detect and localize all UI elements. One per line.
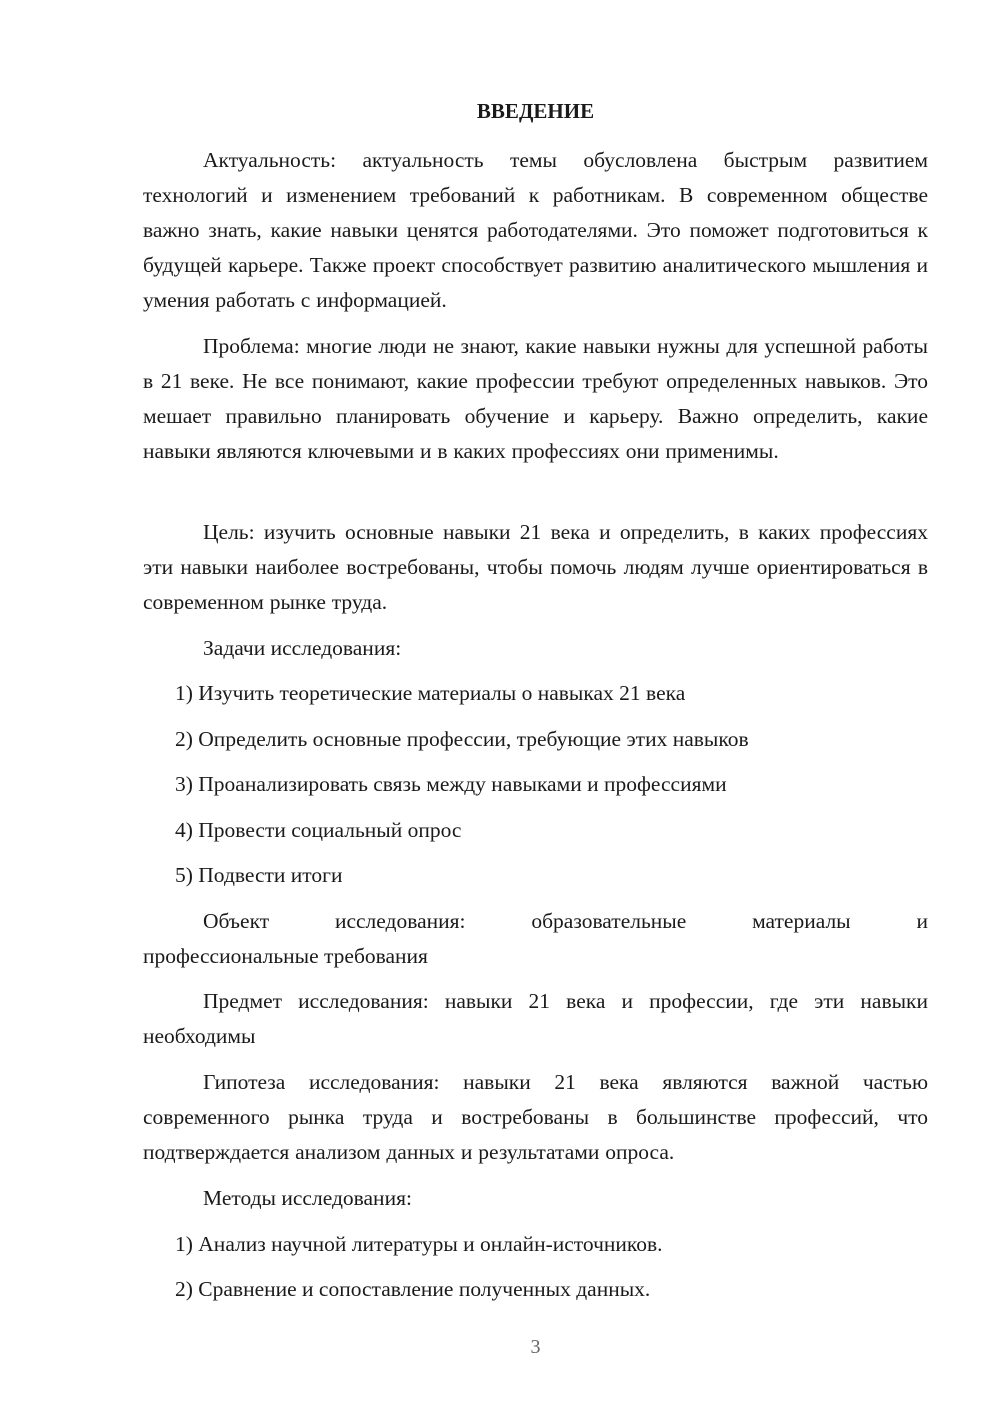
method-item: 1) Анализ научной литературы и онлайн-источников. [175, 1232, 663, 1256]
task-item: 2) Определить основные профессии, требующие этих навыков [175, 727, 749, 751]
object-word: исследования: [334, 909, 466, 933]
object-word: и [916, 909, 928, 933]
tasks-heading: Задачи исследования: [203, 636, 402, 660]
object-paragraph [203, 904, 928, 939]
method-item: 2) Сравнение и сопоставление полученных данных. [175, 1277, 651, 1301]
page-title: ВВЕДЕНИЕ [476, 99, 595, 123]
hypothesis-paragraph: Гипотеза исследования: навыки 21 века являются важной частью современного рынка труда и востребованы в большинстве профессий, что подтверждается анализом данных и результатами опроса. [143, 1070, 928, 1164]
task-item: 5) Подвести итоги [175, 863, 343, 887]
problem-paragraph: Проблема: многие люди не знают, какие навыки нужны для успешной работы в 21 веке. Не все понимают, какие профессии требуют определенных навыков. Это мешает правильно планировать обучение и карьеру. Важно определить, какие навыки являются ключевыми и в каких профессиях они применимы. [143, 334, 928, 463]
object-word: Объект [203, 909, 270, 933]
document-page [143, 0, 928, 1414]
goal-paragraph: Цель: изучить основные навыки 21 века и определить, в каких профессиях эти навыки наиболее востребованы, чтобы помочь людям лучше ориентироваться в современном рынке труда. [143, 520, 928, 614]
page-number: 3 [530, 1336, 541, 1358]
subject-paragraph: Предмет исследования: навыки 21 века и профессии, где эти навыки необходимы [143, 989, 928, 1048]
task-item: 1) Изучить теоретические материалы о навыках 21 века [175, 681, 686, 705]
methods-heading: Методы исследования: [203, 1186, 412, 1210]
object-word: материалы [752, 909, 851, 933]
task-item: 4) Провести социальный опрос [175, 818, 462, 842]
object-continuation: профессиональные требования [143, 944, 428, 968]
object-word: образовательные [531, 909, 687, 933]
relevance-paragraph: Актуальность: актуальность темы обусловлена быстрым развитием технологий и изменением требований к работникам. В современном обществе важно знать, какие навыки ценятся работодателями. Это поможет подготовиться к будущей карьере. Также проект способствует развитию аналитического мышления и умения работать с информацией. [143, 148, 928, 312]
task-item: 3) Проанализировать связь между навыками и профессиями [175, 772, 727, 796]
